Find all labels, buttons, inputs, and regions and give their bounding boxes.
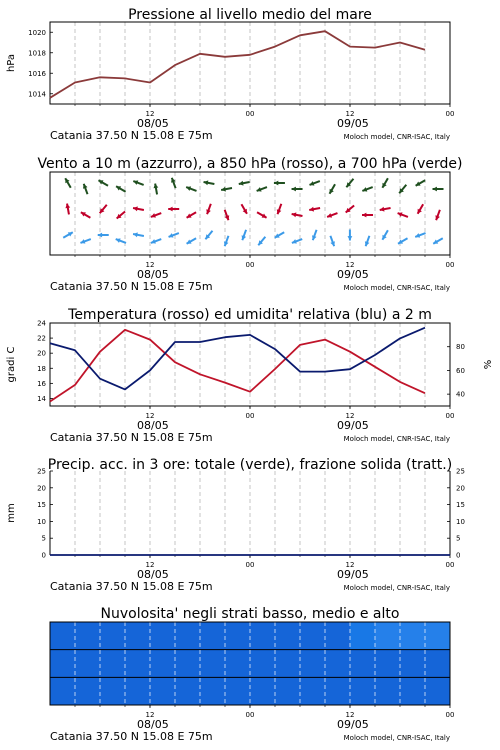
panel-4-x-tick-label: 00: [245, 561, 255, 569]
panel-3-y-axis-label: gradi C: [6, 346, 17, 383]
panel-3-y-axis-label-right: %: [483, 359, 494, 370]
cloud-cell: [50, 650, 76, 678]
cloud-cell: [375, 677, 401, 705]
cloud-cell: [425, 677, 451, 705]
cloud-cell: [300, 650, 326, 678]
cloud-cell: [100, 677, 126, 705]
panel-2-x-tick-label: 00: [245, 261, 255, 269]
panel-1-x-tick-label: 00: [445, 110, 455, 118]
pressure-series-line: [50, 31, 425, 98]
cloud-cell: [425, 622, 451, 650]
cloud-cell: [50, 622, 76, 650]
wind-arrow-head: [168, 207, 172, 212]
panel-1-y-tick-label: 1018: [28, 49, 46, 58]
cloud-cell: [275, 677, 301, 705]
panel-4-date-2: 09/05: [337, 568, 369, 581]
cloud-cell: [350, 622, 376, 650]
panel-3-y-tick-label: 80: [456, 343, 465, 352]
cloud-cell: [225, 622, 251, 650]
panel-3-y-tick-label: 22: [37, 334, 46, 343]
panel-3-location: Catania 37.50 N 15.08 E 75m: [50, 431, 213, 444]
wind-arrow-head: [348, 236, 353, 240]
cloud-cell: [175, 650, 201, 678]
panel-2-date-2: 09/05: [337, 268, 369, 281]
panel-3-y-tick-label: 24: [37, 319, 46, 328]
cloud-cell: [400, 650, 426, 678]
cloud-cell: [200, 622, 226, 650]
panel-4-y-tick-label: 15: [456, 501, 465, 510]
panel-5-x-tick-label: 00: [445, 711, 455, 719]
panel-1-x-tick-label: 12: [345, 110, 355, 118]
panel-4-y-tick-label: 25: [37, 467, 46, 476]
cloud-cell: [75, 650, 101, 678]
panel-1-title: Pressione al livello medio del mare: [128, 7, 372, 23]
panel-5-date-1: 08/05: [137, 718, 169, 731]
panel-3-source: Moloch model, CNR-ISAC, Italy: [343, 435, 450, 443]
cloud-cell: [350, 677, 376, 705]
panel-4-y-tick-label: 0: [456, 551, 461, 560]
panel-3-y-tick-label: 20: [37, 349, 46, 358]
panel-4-x-tick-label: 12: [145, 561, 155, 569]
panel-2-x-tick-label: 12: [345, 261, 355, 269]
cloud-cell: [150, 677, 176, 705]
panel-2-x-tick-label: 12: [145, 261, 155, 269]
cloud-cell: [100, 622, 126, 650]
panel-1-x-tick-label: 00: [245, 110, 255, 118]
cloud-cell: [325, 677, 351, 705]
cloud-cell: [300, 622, 326, 650]
panel-1-y-axis-label: hPa: [6, 53, 17, 73]
cloud-cell: [100, 650, 126, 678]
cloud-cell: [300, 677, 326, 705]
cloud-cell: [400, 677, 426, 705]
panel-1-border: [50, 22, 450, 104]
panel-1-y-tick-label: 1016: [28, 69, 46, 78]
panel-4-y-tick-label: 5: [456, 534, 461, 543]
panel-4-y-tick-label: 20: [37, 484, 46, 493]
wind-arrow-head: [292, 187, 296, 192]
cloud-cell: [200, 677, 226, 705]
panel-3-date-2: 09/05: [337, 419, 369, 432]
panel-2-x-tick-label: 00: [445, 261, 455, 269]
cloud-cell: [375, 622, 401, 650]
panel-4-y-axis-label: mm: [6, 503, 17, 523]
panel-3-x-tick-label: 12: [345, 412, 355, 420]
wind-arrow-head: [362, 213, 366, 218]
humidity-series-line: [50, 328, 425, 390]
panel-4-y-tick-label: 25: [456, 467, 465, 476]
panel-2-source: Moloch model, CNR-ISAC, Italy: [343, 284, 450, 292]
cloud-cell: [250, 650, 276, 678]
cloud-cell: [75, 622, 101, 650]
cloud-cell: [225, 677, 251, 705]
panel-3-y-tick-label: 60: [456, 366, 465, 375]
panel-2-location: Catania 37.50 N 15.08 E 75m: [50, 280, 213, 293]
panel-2-date-1: 08/05: [137, 268, 169, 281]
panel-1-source: Moloch model, CNR-ISAC, Italy: [343, 133, 450, 141]
cloud-cell: [175, 622, 201, 650]
panel-5-title: Nuvolosita' negli strati basso, medio e alto: [100, 606, 400, 622]
panel-4-y-tick-label: 20: [456, 484, 465, 493]
cloud-cell: [125, 650, 151, 678]
panel-4-date-1: 08/05: [137, 568, 169, 581]
panel-4-source: Moloch model, CNR-ISAC, Italy: [343, 584, 450, 592]
cloud-cell: [250, 622, 276, 650]
panel-3-x-tick-label: 00: [245, 412, 255, 420]
panel-5-x-tick-label: 12: [345, 711, 355, 719]
panel-1-x-tick-label: 12: [145, 110, 155, 118]
panel-4-y-tick-label: 15: [37, 501, 46, 510]
cloud-cell: [350, 650, 376, 678]
panel-3-title: Temperatura (rosso) ed umidita' relativa (blu) a 2 m: [68, 307, 432, 323]
panel-4-x-tick-label: 12: [345, 561, 355, 569]
panel-5-source: Moloch model, CNR-ISAC, Italy: [343, 734, 450, 742]
cloud-cell: [75, 677, 101, 705]
cloud-cell: [250, 677, 276, 705]
panel-3-x-tick-label: 00: [445, 412, 455, 420]
cloud-cell: [175, 677, 201, 705]
panel-1-location: Catania 37.50 N 15.08 E 75m: [50, 129, 213, 142]
panel-5-x-tick-label: 00: [245, 711, 255, 719]
panel-3-y-tick-label: 14: [37, 394, 46, 403]
panel-4-y-tick-label: 0: [41, 551, 46, 560]
cloud-cell: [375, 650, 401, 678]
panel-3-date-1: 08/05: [137, 419, 169, 432]
panel-5-date-2: 09/05: [337, 718, 369, 731]
panel-1-y-tick-label: 1020: [28, 28, 46, 37]
cloud-cell: [150, 622, 176, 650]
cloud-cell: [125, 622, 151, 650]
panel-1-plot-area: [50, 22, 450, 104]
cloud-cell: [200, 650, 226, 678]
panel-4-title: Precip. acc. in 3 ore: totale (verde), frazione solida (tratt.): [47, 457, 453, 473]
panel-4-location: Catania 37.50 N 15.08 E 75m: [50, 580, 213, 593]
panel-1-date-1: 08/05: [137, 117, 169, 130]
wind-arrow-head: [274, 181, 278, 186]
cloud-cell: [50, 677, 76, 705]
panel-4-y-tick-label: 5: [41, 534, 46, 543]
panel-4-x-tick-label: 00: [445, 561, 455, 569]
panel-4-y-tick-label: 10: [456, 517, 465, 526]
temperature-series-line: [50, 330, 425, 402]
cloud-cell: [275, 650, 301, 678]
cloud-cell: [425, 650, 451, 678]
cloud-cell: [275, 622, 301, 650]
panel-3-y-tick-label: 16: [37, 379, 46, 388]
panel-3-x-tick-label: 12: [145, 412, 155, 420]
wind-arrow-head: [433, 187, 437, 192]
panel-1-y-tick-label: 1014: [28, 90, 46, 99]
cloud-cell: [125, 677, 151, 705]
panel-2-title: Vento a 10 m (azzurro), a 850 hPa (rosso), a 700 hPa (verde): [37, 156, 463, 172]
cloud-cell: [325, 650, 351, 678]
cloud-cell: [325, 622, 351, 650]
panel-5-location: Catania 37.50 N 15.08 E 75m: [50, 730, 213, 743]
panel-4-y-tick-label: 10: [37, 517, 46, 526]
panel-5-x-tick-label: 12: [145, 711, 155, 719]
cloud-cell: [225, 650, 251, 678]
panel-3-y-tick-label: 40: [456, 390, 465, 399]
panel-3-y-tick-label: 18: [37, 364, 46, 373]
panel-1-date-2: 09/05: [337, 117, 369, 130]
cloud-cell: [150, 650, 176, 678]
cloud-cell: [400, 622, 426, 650]
